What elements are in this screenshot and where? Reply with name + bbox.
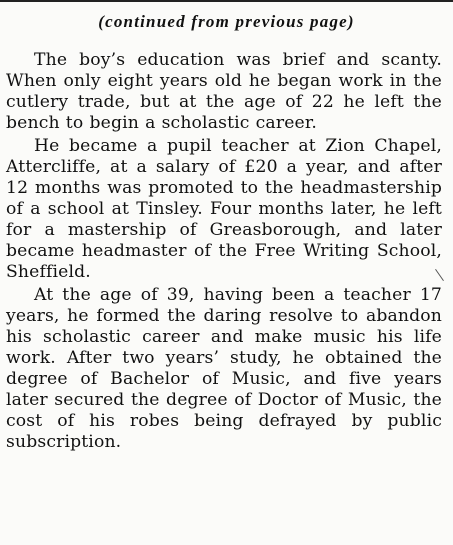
paragraph-music-career: At the age of 39, having been a teacher 17 years, he formed the daring resolve to abandon his scholastic career and make music his life work. After two years’ study, he obtained the degree of Bachelor of Music, and five years later secured the degree of Doctor of Music, the cost of his robes being defrayed by public subscription. [6,285,442,452]
continued-header: (continued from previous page) [98,12,355,31]
article-body [6,50,442,453]
paragraph-teaching: He became a pupil teacher at Zion Chapel, Attercliffe, at a salary of £20 a year, and after 12 months was promoted to the headmastership of a school at Tinsley. Four months later, he left for a mastership of Greasborough, and later became headmaster of the Free Writing School, Sheffield. [6,136,442,282]
paragraph-education: The boy’s education was brief and scanty. When only eight years old he began work in the cutlery trade, but at the age of 22 he left the bench to begin a scholastic career. [6,50,442,133]
